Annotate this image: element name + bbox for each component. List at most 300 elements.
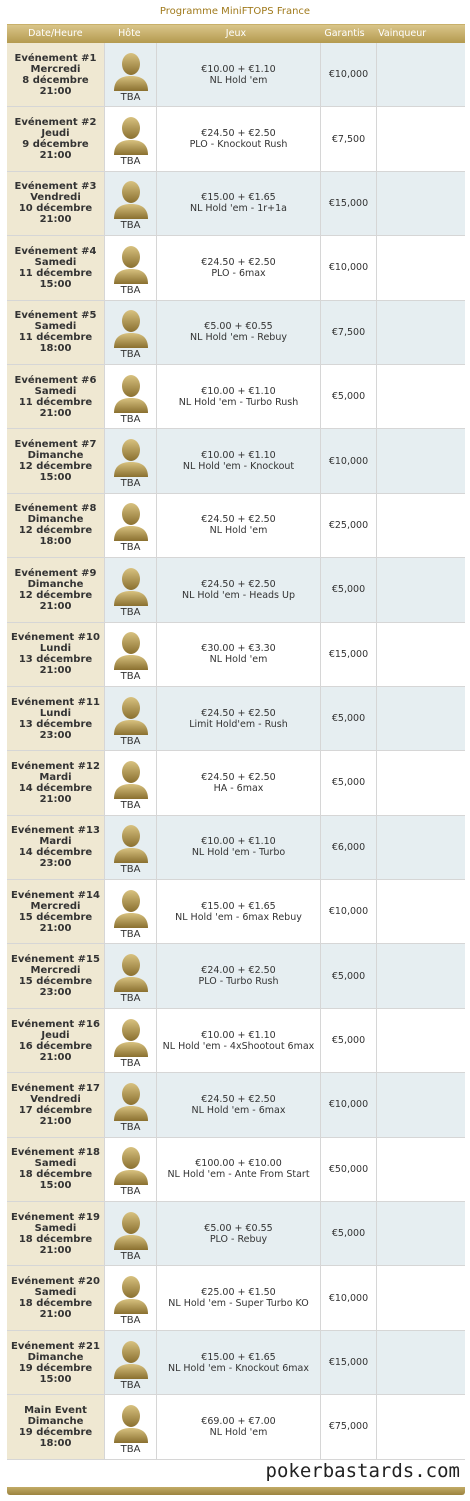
- header-guaranteed: Garantis: [324, 28, 365, 39]
- winner-cell: [377, 1202, 465, 1265]
- event-day: Dimanche: [27, 514, 84, 526]
- table-row: [7, 1395, 465, 1459]
- host-cell: [105, 558, 157, 621]
- host-cell: [105, 365, 157, 428]
- event-date: 13 décembre: [18, 718, 93, 730]
- game-type: NL Hold 'em - Rebuy: [190, 332, 287, 344]
- event-day: Mercredi: [30, 63, 81, 75]
- game-cell: [157, 1331, 321, 1394]
- event-name: Evénement #21: [11, 1340, 100, 1352]
- guaranteed-cell: €5,000: [321, 687, 377, 750]
- buyin: €24.50 + €2.50: [201, 1093, 276, 1105]
- event-name: Evénement #4: [14, 245, 97, 257]
- table-row: [7, 558, 465, 622]
- winner-cell: [377, 172, 465, 235]
- event-date: 14 décembre: [18, 847, 93, 859]
- buyin: €24.50 + €2.50: [201, 256, 276, 268]
- guaranteed-cell: €10,000: [321, 236, 377, 299]
- event-time: 21:00: [39, 214, 72, 226]
- event-name: Evénement #6: [14, 374, 97, 386]
- host-label: TBA: [120, 1250, 141, 1262]
- buyin: €24.50 + €2.50: [201, 578, 276, 590]
- person-silhouette-icon: [112, 1274, 150, 1314]
- table-row: [7, 751, 465, 815]
- event-date-cell: [7, 1073, 105, 1136]
- buyin: €25.00 + €1.50: [201, 1287, 276, 1299]
- game-type: PLO - Knockout Rush: [189, 139, 288, 151]
- guaranteed-cell: €6,000: [321, 816, 377, 879]
- event-date: 18 décembre: [18, 1169, 93, 1181]
- event-day: Jeudi: [41, 1029, 70, 1041]
- winner-cell: [377, 429, 465, 492]
- event-date: 9 décembre: [22, 139, 89, 151]
- event-day: Samedi: [34, 1158, 77, 1170]
- host-cell: [105, 1009, 157, 1072]
- event-time: 15:00: [39, 472, 72, 484]
- game-type: HA - 6max: [213, 782, 264, 794]
- event-time: 18:00: [39, 536, 72, 548]
- event-date: 12 décembre: [18, 589, 93, 601]
- winner-cell: [377, 1073, 465, 1136]
- game-cell: [157, 944, 321, 1007]
- event-date: 18 décembre: [18, 1233, 93, 1245]
- table-footer-bar: [7, 1487, 465, 1495]
- event-day: Jeudi: [41, 128, 70, 140]
- host-label: TBA: [120, 284, 141, 296]
- event-date: 15 décembre: [18, 976, 93, 988]
- buyin: €5.00 + €0.55: [204, 321, 273, 333]
- guaranteed-cell: €15,000: [321, 1331, 377, 1394]
- host-label: TBA: [120, 864, 141, 876]
- schedule-table: [7, 43, 465, 1460]
- game-cell: [157, 880, 321, 943]
- host-cell: [105, 1073, 157, 1136]
- person-silhouette-icon: [112, 1081, 150, 1121]
- event-date-cell: [7, 1395, 105, 1458]
- event-day: Lundi: [39, 643, 72, 655]
- table-row: [7, 172, 465, 236]
- host-cell: [105, 751, 157, 814]
- winner-cell: [377, 880, 465, 943]
- game-type: NL Hold 'em: [209, 525, 268, 537]
- host-cell: [105, 944, 157, 1007]
- event-date: 19 décembre: [18, 1426, 93, 1438]
- event-date-cell: [7, 816, 105, 879]
- event-name: Evénement #3: [14, 181, 97, 193]
- person-silhouette-icon: [112, 244, 150, 284]
- guaranteed-cell: €7,500: [321, 301, 377, 364]
- buyin: €10.00 + €1.10: [201, 1029, 276, 1041]
- game-type: NL Hold 'em - 4xShootout 6max: [162, 1040, 315, 1052]
- event-date-cell: [7, 429, 105, 492]
- event-name: Evénement #1: [14, 52, 97, 64]
- buyin: €10.00 + €1.10: [201, 63, 276, 75]
- host-label: TBA: [120, 1379, 141, 1391]
- guaranteed-cell: €5,000: [321, 1009, 377, 1072]
- buyin: €24.50 + €2.50: [201, 707, 276, 719]
- event-name: Evénement #9: [14, 567, 97, 579]
- event-time: 23:00: [39, 987, 72, 999]
- event-day: Dimanche: [27, 450, 84, 462]
- person-silhouette-icon: [112, 501, 150, 541]
- event-date: 18 décembre: [18, 1298, 93, 1310]
- table-row: [7, 1266, 465, 1330]
- event-date-cell: [7, 107, 105, 170]
- event-date: 8 décembre: [22, 74, 89, 86]
- buyin: €24.50 + €2.50: [201, 128, 276, 140]
- game-cell: [157, 1009, 321, 1072]
- event-date: 19 décembre: [18, 1362, 93, 1374]
- event-time: 15:00: [39, 1180, 72, 1192]
- person-silhouette-icon: [112, 1210, 150, 1250]
- event-date-cell: [7, 301, 105, 364]
- event-time: 21:00: [39, 922, 72, 934]
- header-host: Hôte: [118, 28, 141, 39]
- table-header: [7, 24, 465, 44]
- event-date-cell: [7, 1202, 105, 1265]
- guaranteed-cell: €7,500: [321, 107, 377, 170]
- game-type: NL Hold 'em - Knockout: [182, 461, 295, 473]
- event-date: 12 décembre: [18, 525, 93, 537]
- table-row: [7, 494, 465, 558]
- table-row: [7, 623, 465, 687]
- host-label: TBA: [120, 542, 141, 554]
- event-date: 16 décembre: [18, 1040, 93, 1052]
- host-cell: [105, 301, 157, 364]
- person-silhouette-icon: [112, 695, 150, 735]
- game-cell: [157, 107, 321, 170]
- event-date-cell: [7, 172, 105, 235]
- host-label: TBA: [120, 91, 141, 103]
- game-cell: [157, 429, 321, 492]
- winner-cell: [377, 43, 465, 106]
- table-row: [7, 1138, 465, 1202]
- event-day: Lundi: [39, 707, 72, 719]
- header-game: Jeux: [225, 28, 247, 39]
- event-date-cell: [7, 365, 105, 428]
- event-name: Evénement #18: [11, 1147, 100, 1159]
- buyin: €10.00 + €1.10: [201, 836, 276, 848]
- event-day: Samedi: [34, 256, 77, 268]
- game-cell: [157, 43, 321, 106]
- winner-cell: [377, 623, 465, 686]
- winner-cell: [377, 1266, 465, 1329]
- buyin: €10.00 + €1.10: [201, 450, 276, 462]
- event-date-cell: [7, 880, 105, 943]
- person-silhouette-icon: [112, 566, 150, 606]
- winner-cell: [377, 558, 465, 621]
- event-name: Evénement #20: [11, 1276, 100, 1288]
- guaranteed-cell: €25,000: [321, 494, 377, 557]
- event-day: Mardi: [39, 771, 72, 783]
- winner-cell: [377, 365, 465, 428]
- guaranteed-cell: €10,000: [321, 1266, 377, 1329]
- event-name: Main Event: [24, 1404, 87, 1416]
- person-silhouette-icon: [112, 1403, 150, 1443]
- event-date-cell: [7, 687, 105, 750]
- game-cell: [157, 494, 321, 557]
- event-day: Mercredi: [30, 965, 81, 977]
- person-silhouette-icon: [112, 308, 150, 348]
- winner-cell: [377, 944, 465, 1007]
- host-label: TBA: [120, 349, 141, 361]
- event-name: Evénement #12: [11, 760, 100, 772]
- winner-cell: [377, 1331, 465, 1394]
- game-type: NL Hold 'em - 6max Rebuy: [175, 911, 302, 923]
- event-name: Evénement #11: [11, 696, 100, 708]
- event-date: 12 décembre: [18, 461, 93, 473]
- event-name: Evénement #10: [11, 632, 100, 644]
- guaranteed-cell: €5,000: [321, 944, 377, 1007]
- buyin: €15.00 + €1.65: [201, 192, 276, 204]
- guaranteed-cell: €10,000: [321, 429, 377, 492]
- event-time: 21:00: [39, 600, 72, 612]
- event-date: 10 décembre: [18, 203, 93, 215]
- event-name: Evénement #14: [11, 889, 100, 901]
- buyin: €15.00 + €1.65: [201, 900, 276, 912]
- host-label: TBA: [120, 799, 141, 811]
- event-name: Evénement #16: [11, 1018, 100, 1030]
- event-date-cell: [7, 623, 105, 686]
- game-type: NL Hold 'em - Ante From Start: [167, 1169, 310, 1181]
- winner-cell: [377, 236, 465, 299]
- table-row: [7, 429, 465, 493]
- event-date-cell: [7, 558, 105, 621]
- event-day: Samedi: [34, 1222, 77, 1234]
- event-date: 17 décembre: [18, 1104, 93, 1116]
- person-silhouette-icon: [112, 952, 150, 992]
- host-cell: [105, 494, 157, 557]
- event-day: Vendredi: [30, 192, 81, 204]
- event-date: 11 décembre: [18, 332, 93, 344]
- event-name: Evénement #19: [11, 1211, 100, 1223]
- host-label: TBA: [120, 671, 141, 683]
- host-label: TBA: [120, 156, 141, 168]
- host-label: TBA: [120, 606, 141, 618]
- host-label: TBA: [120, 413, 141, 425]
- guaranteed-cell: €75,000: [321, 1395, 377, 1458]
- table-row: [7, 107, 465, 171]
- event-date-cell: [7, 944, 105, 1007]
- event-name: Evénement #17: [11, 1082, 100, 1094]
- guaranteed-cell: €10,000: [321, 43, 377, 106]
- event-name: Evénement #13: [11, 825, 100, 837]
- host-label: TBA: [120, 1121, 141, 1133]
- game-type: PLO - Rebuy: [209, 1233, 268, 1245]
- game-cell: [157, 236, 321, 299]
- game-type: NL Hold 'em - Turbo: [191, 847, 286, 859]
- game-type: NL Hold 'em - Super Turbo KO: [168, 1298, 309, 1310]
- game-type: PLO - Turbo Rush: [198, 976, 279, 988]
- winner-cell: [377, 1009, 465, 1072]
- host-cell: [105, 623, 157, 686]
- table-row: [7, 687, 465, 751]
- event-date-cell: [7, 751, 105, 814]
- table-row: [7, 236, 465, 300]
- game-cell: [157, 687, 321, 750]
- person-silhouette-icon: [112, 823, 150, 863]
- person-silhouette-icon: [112, 630, 150, 670]
- event-name: Evénement #5: [14, 310, 97, 322]
- guaranteed-cell: €5,000: [321, 1202, 377, 1265]
- host-cell: [105, 1331, 157, 1394]
- buyin: €100.00 + €10.00: [195, 1158, 282, 1170]
- guaranteed-cell: €10,000: [321, 880, 377, 943]
- buyin: €24.50 + €2.50: [201, 514, 276, 526]
- page-title: Programme MiniFTOPS France: [0, 0, 470, 24]
- table-row: [7, 365, 465, 429]
- game-cell: [157, 1138, 321, 1201]
- host-label: TBA: [120, 1186, 141, 1198]
- event-time: 18:00: [39, 343, 72, 355]
- event-date-cell: [7, 1266, 105, 1329]
- game-cell: [157, 816, 321, 879]
- host-label: TBA: [120, 735, 141, 747]
- event-time: 23:00: [39, 858, 72, 870]
- game-type: NL Hold 'em: [209, 74, 268, 86]
- buyin: €5.00 + €0.55: [204, 1222, 273, 1234]
- event-time: 21:00: [39, 665, 72, 677]
- game-cell: [157, 1395, 321, 1458]
- person-silhouette-icon: [112, 888, 150, 928]
- event-time: 21:00: [39, 1115, 72, 1127]
- guaranteed-cell: €50,000: [321, 1138, 377, 1201]
- event-day: Dimanche: [27, 1351, 84, 1363]
- event-day: Dimanche: [27, 578, 84, 590]
- guaranteed-cell: €15,000: [321, 623, 377, 686]
- winner-cell: [377, 1138, 465, 1201]
- event-time: 21:00: [39, 1244, 72, 1256]
- host-label: TBA: [120, 993, 141, 1005]
- host-cell: [105, 687, 157, 750]
- winner-cell: [377, 816, 465, 879]
- game-cell: [157, 558, 321, 621]
- winner-cell: [377, 1395, 465, 1458]
- buyin: €30.00 + €3.30: [201, 643, 276, 655]
- guaranteed-cell: €5,000: [321, 751, 377, 814]
- event-time: 15:00: [39, 1373, 72, 1385]
- event-name: Evénement #8: [14, 503, 97, 515]
- event-time: 18:00: [39, 1437, 72, 1449]
- header-date: Date/Heure: [28, 28, 83, 39]
- guaranteed-cell: €5,000: [321, 558, 377, 621]
- buyin: €24.00 + €2.50: [201, 965, 276, 977]
- event-time: 21:00: [39, 85, 72, 97]
- event-day: Samedi: [34, 385, 77, 397]
- event-date-cell: [7, 1331, 105, 1394]
- winner-cell: [377, 687, 465, 750]
- event-day: Dimanche: [27, 1415, 84, 1427]
- event-name: Evénement #2: [14, 117, 97, 129]
- person-silhouette-icon: [112, 1017, 150, 1057]
- guaranteed-cell: €10,000: [321, 1073, 377, 1136]
- game-cell: [157, 1073, 321, 1136]
- host-cell: [105, 429, 157, 492]
- host-cell: [105, 236, 157, 299]
- table-row: [7, 944, 465, 1008]
- event-date: 13 décembre: [18, 654, 93, 666]
- event-time: 23:00: [39, 729, 72, 741]
- host-cell: [105, 43, 157, 106]
- event-date: 14 décembre: [18, 782, 93, 794]
- event-time: 21:00: [39, 407, 72, 419]
- host-label: TBA: [120, 928, 141, 940]
- person-silhouette-icon: [112, 1145, 150, 1185]
- event-date: 11 décembre: [18, 267, 93, 279]
- event-day: Vendredi: [30, 1093, 81, 1105]
- game-type: NL Hold 'em - Turbo Rush: [178, 396, 299, 408]
- event-date-cell: [7, 43, 105, 106]
- host-label: TBA: [120, 1057, 141, 1069]
- event-day: Samedi: [34, 321, 77, 333]
- header-winner: Vainqueur: [378, 28, 427, 39]
- game-type: NL Hold 'em - Heads Up: [181, 589, 296, 601]
- guaranteed-cell: €15,000: [321, 172, 377, 235]
- event-date-cell: [7, 236, 105, 299]
- person-silhouette-icon: [112, 437, 150, 477]
- person-silhouette-icon: [112, 759, 150, 799]
- buyin: €24.50 + €2.50: [201, 771, 276, 783]
- winner-cell: [377, 301, 465, 364]
- table-row: [7, 1202, 465, 1266]
- event-date-cell: [7, 494, 105, 557]
- game-type: NL Hold 'em: [209, 1426, 268, 1438]
- event-day: Samedi: [34, 1287, 77, 1299]
- game-type: NL Hold 'em - 1r+1a: [189, 203, 288, 215]
- host-cell: [105, 1138, 157, 1201]
- table-row: [7, 1073, 465, 1137]
- host-cell: [105, 1395, 157, 1458]
- host-label: TBA: [120, 220, 141, 232]
- game-cell: [157, 1202, 321, 1265]
- event-date: 15 décembre: [18, 911, 93, 923]
- host-label: TBA: [120, 478, 141, 490]
- host-cell: [105, 172, 157, 235]
- event-time: 21:00: [39, 793, 72, 805]
- watermark: pokerbastards.com: [265, 1460, 460, 1482]
- game-cell: [157, 623, 321, 686]
- host-label: TBA: [120, 1315, 141, 1327]
- event-time: 21:00: [39, 150, 72, 162]
- event-time: 21:00: [39, 1309, 72, 1321]
- guaranteed-cell: €5,000: [321, 365, 377, 428]
- game-cell: [157, 365, 321, 428]
- winner-cell: [377, 494, 465, 557]
- buyin: €10.00 + €1.10: [201, 385, 276, 397]
- person-silhouette-icon: [112, 115, 150, 155]
- host-cell: [105, 107, 157, 170]
- person-silhouette-icon: [112, 51, 150, 91]
- table-row: [7, 1331, 465, 1395]
- game-cell: [157, 301, 321, 364]
- winner-cell: [377, 107, 465, 170]
- host-cell: [105, 880, 157, 943]
- person-silhouette-icon: [112, 1339, 150, 1379]
- event-date-cell: [7, 1009, 105, 1072]
- game-cell: [157, 1266, 321, 1329]
- host-cell: [105, 1202, 157, 1265]
- game-type: NL Hold 'em: [209, 654, 268, 666]
- table-row: [7, 43, 465, 107]
- event-day: Mardi: [39, 836, 72, 848]
- person-silhouette-icon: [112, 373, 150, 413]
- game-type: PLO - 6max: [211, 267, 266, 279]
- table-row: [7, 816, 465, 880]
- game-cell: [157, 172, 321, 235]
- event-name: Evénement #15: [11, 954, 100, 966]
- event-date-cell: [7, 1138, 105, 1201]
- host-cell: [105, 1266, 157, 1329]
